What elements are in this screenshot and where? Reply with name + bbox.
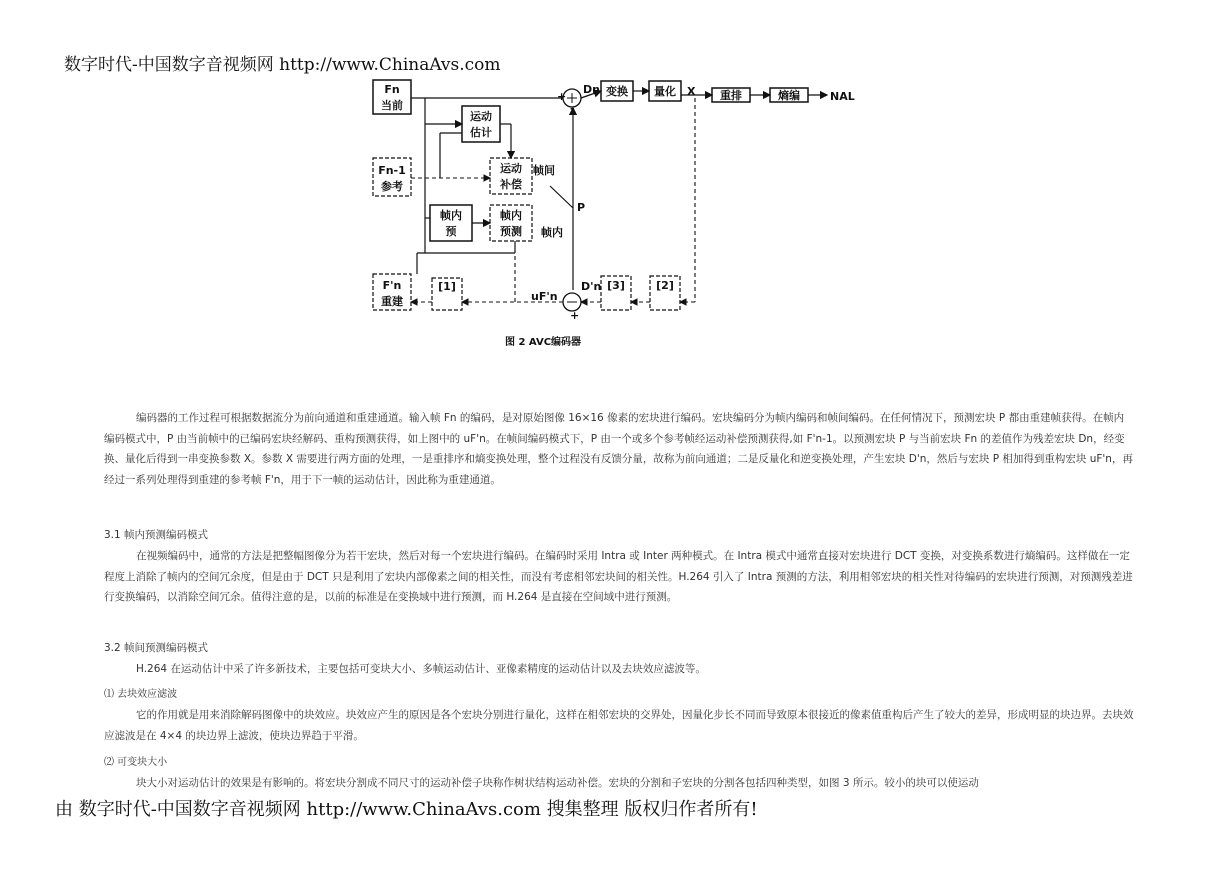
label-minus: - bbox=[570, 102, 575, 115]
label-plus-2: + bbox=[570, 309, 580, 322]
svg-text:重排: 重排 bbox=[720, 89, 742, 102]
svg-text:F'n: F'n bbox=[382, 279, 402, 292]
section-3-1-heading: 3.1 帧内预测编码模式 bbox=[104, 529, 209, 541]
motion-compensation-box bbox=[490, 158, 532, 194]
nal-label: NAL bbox=[830, 90, 855, 103]
label-uf: uF'n bbox=[531, 290, 558, 303]
label-plus-1: + bbox=[557, 90, 567, 103]
svg-text:[3]: [3] bbox=[607, 279, 625, 292]
item-variable-block-heading: ⑵ 可变块大小 bbox=[104, 757, 168, 768]
transform-box bbox=[601, 81, 633, 101]
svg-text:熵编: 熵编 bbox=[778, 89, 800, 102]
label-intra: 帧内 bbox=[541, 226, 563, 239]
svg-text:预测: 预测 bbox=[500, 225, 522, 238]
label-dprime: D'n bbox=[581, 280, 602, 293]
paragraph-inter: H.264 在运动估计中采了许多新技术，主要包括可变块大小、多帧运动估计、亚像素精度的运动估计以及去块效应滤波等。 bbox=[136, 663, 706, 675]
svg-text:Fn-1: Fn-1 bbox=[378, 164, 406, 177]
quantize-box bbox=[649, 81, 681, 101]
label-x: X bbox=[687, 85, 696, 98]
block-2 bbox=[650, 276, 680, 310]
svg-text:补偿: 补偿 bbox=[500, 178, 522, 191]
section-3-2-heading: 3.2 帧间预测编码模式 bbox=[104, 642, 209, 654]
svg-text:Fn: Fn bbox=[384, 83, 400, 96]
svg-text:帧内: 帧内 bbox=[500, 209, 522, 222]
label-dn: Dn bbox=[583, 83, 600, 96]
paragraph-deblocking: 它的作用就是用来消除解码图像中的块效应。块效应产生的原因是各个宏块分别进行量化，这样在相邻宏块的交界处，因量化步长不同而导致原本很接近的像素值重构后产生了较大的差异，形成明显的块边界。去块效应滤波是在 4×4 的块边界上滤波，使块边界趋于平滑。 bbox=[104, 709, 1134, 742]
svg-text:预: 预 bbox=[445, 225, 457, 238]
fn-current-box bbox=[373, 80, 411, 114]
footer-copyright-line: 由 数字时代-中国数字音视频网 http://www.ChinaAvs.com 搜集整理 版权归作者所有! bbox=[55, 799, 758, 820]
svg-text:参考: 参考 bbox=[381, 180, 403, 193]
block-1 bbox=[432, 278, 462, 310]
label-inter: 帧间 bbox=[533, 164, 555, 177]
block-3 bbox=[601, 276, 631, 310]
label-p: P bbox=[577, 201, 586, 214]
paragraph-intra: 在视频编码中，通常的方法是把整幅图像分为若干宏块，然后对每一个宏块进行编码。在编码时采用 Intra 或 Inter 两种模式。在 Intra 模式中通常直接对宏块进行 DCT 变换，对变换系数进行熵编码。这样做在一定程度上消除了帧内的空间冗余度，但是由于 DCT 只是利用了宏块内部像素之间的相关性，而没有考虑相邻宏块间的相关性。H.264 引入了 Intra 预测的方法，利用相邻宏块的相关性对待编码的宏块进行预测，对预测残差进行变换编码，以消除空间冗余。值得注意的是，以前的标准是在变换域中进行预测，而 H.264 是直接在空间域中进行预测。 bbox=[104, 550, 1133, 603]
svg-text:运动: 运动 bbox=[470, 110, 492, 123]
entropy-box bbox=[770, 88, 808, 102]
svg-text:运动: 运动 bbox=[500, 162, 522, 175]
diagram-dashed-connectors bbox=[411, 98, 695, 302]
svg-text:变换: 变换 bbox=[606, 85, 628, 98]
svg-text:估计: 估计 bbox=[470, 126, 492, 139]
svg-text:帧内: 帧内 bbox=[440, 209, 462, 222]
svg-text:[2]: [2] bbox=[656, 279, 674, 292]
svg-text:重建: 重建 bbox=[381, 295, 403, 308]
intra-select-box bbox=[430, 205, 472, 241]
fn-reconstructed-box bbox=[373, 274, 411, 310]
paragraph-encoder: 编码器的工作过程可根据数据流分为前向通道和重建通道。输入帧 Fn 的编码，是对原始图像 16×16 像素的宏块进行编码。宏块编码分为帧内编码和帧间编码。在任何情况下，预测宏块 P 都由重建帧获得。在帧内编码模式中，P 由当前帧中的已编码宏块经解码、重构预测获得，如上图中的 uF'n。在帧间编码模式下，P 由一个或多个参考帧经运动补偿预测获得,如 F'n-1。以预测宏块 P 与当前宏块 Fn 的差值作为残差宏块 Dn，经变换、量化后得到一串变换参数 X。参数 X 需要进行两方面的处理，一是重排序和熵变换处理，整个过程没有反馈分量，故称为前向通道；二是反量化和逆变换处理，产生宏块 D'n，然后与宏块 P 相加得到重构宏块 uF'n，再经过一系列处理得到重建的参考帧 F'n，用于下一帧的运动估计，因此称为重建通道。 bbox=[104, 412, 1133, 486]
svg-text:量化: 量化 bbox=[654, 85, 676, 98]
motion-estimation-box bbox=[462, 106, 500, 142]
item-deblocking-heading: ⑴ 去块效应滤波 bbox=[104, 689, 178, 700]
reorder-box bbox=[712, 88, 750, 102]
avc-encoder-diagram bbox=[365, 78, 865, 353]
header-source-line: 数字时代-中国数字音视频网 http://www.ChinaAvs.com bbox=[64, 55, 501, 75]
paragraph-variable-block: 块大小对运动估计的效果是有影响的。将宏块分割成不同尺寸的运动补偿子块称作树状结构运动补偿。宏块的分割和子宏块的分割各包括四种类型，如图 3 所示。较小的块可以使运动 bbox=[136, 777, 979, 789]
figure-caption: 图 2 AVC编码器 bbox=[505, 337, 582, 348]
fn1-reference-box bbox=[373, 158, 411, 196]
intra-prediction-box bbox=[490, 205, 532, 241]
svg-text:当前: 当前 bbox=[381, 99, 403, 112]
svg-text:[1]: [1] bbox=[438, 280, 456, 293]
